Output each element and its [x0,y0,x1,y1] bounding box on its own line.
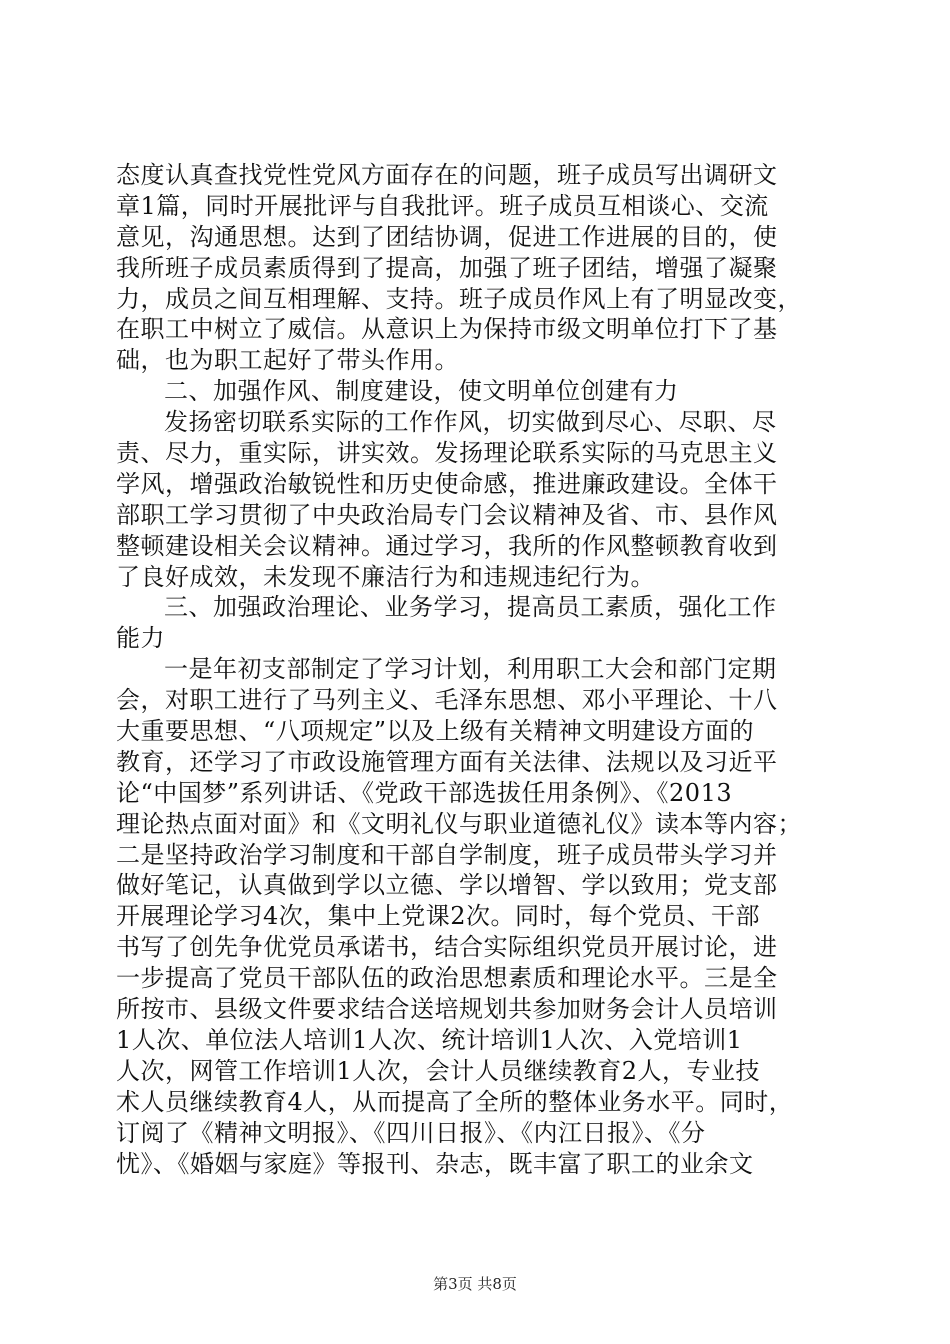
text-line: 础，也为职工起好了带头作用。 [116,346,459,375]
text-line: 会，对职工进行了马列主义、毛泽东思想、邓小平理论、十八 [116,686,778,715]
text-line: 我所班子成员素质得到了提高，加强了班子团结，增强了凝聚 [116,253,778,282]
text-line: 做好笔记，认真做到学以立德、学以增智、学以致用；党支部 [116,871,778,900]
text-line: 人次，网管工作培训1人次，会计人员继续教育2人，专业技 [116,1056,761,1085]
text-line: 三、加强政治理论、业务学习，提高员工素质，强化工作 [164,593,777,622]
text-line: 态度认真查找党性党风方面存在的问题，班子成员写出调研文 [116,161,778,189]
text-line: 所按市、县级文件要求结合送培规划共参加财务会计人员培训 [116,995,778,1024]
text-line: 发扬密切联系实际的工作作风，切实做到尽心、尽职、尽 [164,408,777,437]
text-line: 意见，沟通思想。达到了团结协调，促进工作进展的目的，使 [116,222,778,251]
text-line: 1人次、单位法人培训1人次、统计培训1人次、入党培训1 [116,1025,743,1054]
text-line: 忧》、《婚姻与家庭》等报刊、杂志，既丰富了职工的业余文 [116,1149,754,1178]
text-line: 责、尽力，重实际，讲实效。发扬理论联系实际的马克思主义 [116,439,778,468]
text-line: 二是坚持政治学习制度和干部自学制度，班子成员带头学习并 [116,840,778,869]
page-footer: 第3页 共8页 [433,1275,517,1293]
text-line: 力，成员之间互相理解、支持。班子成员作风上有了明显改变， [116,284,802,313]
text-line: 大重要思想、“八项规定”以及上级有关精神文明建设方面的 [116,717,755,746]
text-line: 整顿建设相关会议精神。通过学习，我所的作风整顿教育收到 [116,531,778,560]
text-line: 教育，还学习了市政设施管理方面有关法律、法规以及习近平 [116,747,778,776]
text-line: 理论热点面对面》和《文明礼仪与职业道德礼仪》读本等内容； [116,809,802,838]
text-line: 了良好成效，未发现不廉洁行为和违规违纪行为。 [116,562,655,591]
text-line: 学风，增强政治敏锐性和历史使命感，推进廉政建设。全体干 [116,469,778,498]
text-line: 一步提高了党员干部队伍的政治思想素质和理论水平。三是全 [116,964,778,993]
text-line: 二、加强作风、制度建设，使文明单位创建有力 [164,377,679,406]
text-line: 能力 [116,624,165,653]
document-body [116,160,834,1179]
text-line: 订阅了《精神文明报》、《四川日报》、《内江日报》、《分 [116,1118,706,1147]
text-line: 书写了创先争优党员承诺书，结合实际组织党员开展讨论，进 [116,933,778,962]
text-line: 部职工学习贯彻了中央政治局专门会议精神及省、市、县作风 [116,500,778,529]
text-line: 术人员继续教育4人，从而提高了全所的整体业务水平。同时， [116,1087,794,1116]
text-line: 论“中国梦”系列讲话、《党政干部选拔任用条例》、《2013 [116,778,733,807]
text-line: 一是年初支部制定了学习计划，利用职工大会和部门定期 [164,655,777,684]
text-line: 开展理论学习4次，集中上党课2次。同时，每个党员、干部 [116,902,761,931]
text-line: 章1篇，同时开展批评与自我批评。班子成员互相谈心、交流 [116,191,769,220]
text-line: 在职工中树立了威信。从意识上为保持市级文明单位打下了基 [116,315,778,344]
